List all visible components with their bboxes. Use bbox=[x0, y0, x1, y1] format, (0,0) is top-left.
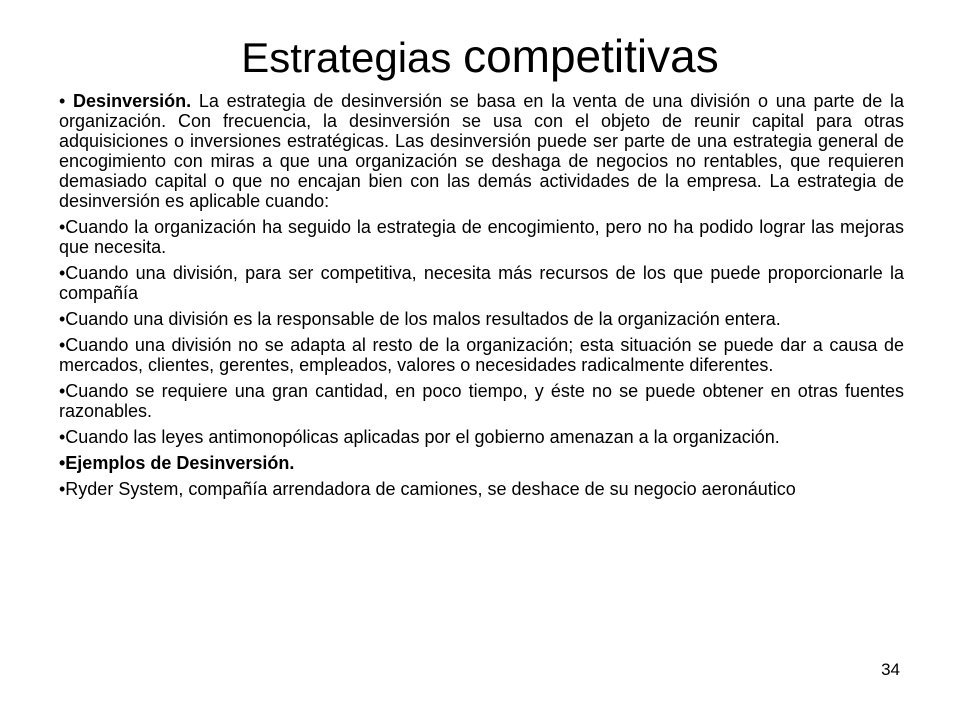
example-item: •Ryder System, compañía arrendadora de camiones, se deshace de su negocio aeronáutico bbox=[59, 479, 796, 499]
examples-heading: •Ejemplos de Desinversión. bbox=[59, 453, 295, 473]
bullet-item: •Cuando una división, para ser competitiva, necesita más recursos de los que puede proporcionarle la compañía bbox=[59, 263, 904, 303]
intro-text: La estrategia de desinversión se basa en la venta de una división o una parte de la organización. Con frecuencia, la desinversión se usa con el objeto de reunir capital para otras adquisiciones o inversiones estratégicas. Las desinversión puede ser parte de una estrategia general de encogimiento con miras a que una organización se deshaga de negocios no rentables, que requieren demasiado capital o que no encajan bien con las demás actividades de la empresa. La estrategia de desinversión es aplicable cuando: bbox=[59, 91, 904, 211]
bullet-item: •Cuando una división es la responsable de los malos resultados de la organización entera. bbox=[59, 309, 781, 329]
title-part-1: Estrategias bbox=[241, 34, 464, 81]
slide-title bbox=[0, 30, 960, 84]
bullet-item: •Cuando una división no se adapta al resto de la organización; esta situación se puede dar a causa de mercados, clientes, gerentes, empleados, valores o necesidades radicalmente diferentes. bbox=[59, 335, 904, 375]
bullet-item: •Cuando se requiere una gran cantidad, en poco tiempo, y éste no se puede obtener en otras fuentes razonables. bbox=[59, 381, 904, 421]
page-number: 34 bbox=[881, 660, 900, 679]
slide-body bbox=[59, 91, 904, 505]
intro-paragraph bbox=[59, 91, 904, 211]
intro-term: Desinversión. bbox=[73, 91, 192, 111]
title-part-2: competitivas bbox=[463, 30, 719, 82]
bullet-item: •Cuando las leyes antimonopólicas aplicadas por el gobierno amenazan a la organización. bbox=[59, 427, 780, 447]
intro-bullet: • bbox=[59, 91, 74, 111]
bullet-item: •Cuando la organización ha seguido la estrategia de encogimiento, pero no ha podido lograr las mejoras que necesita. bbox=[59, 217, 904, 257]
